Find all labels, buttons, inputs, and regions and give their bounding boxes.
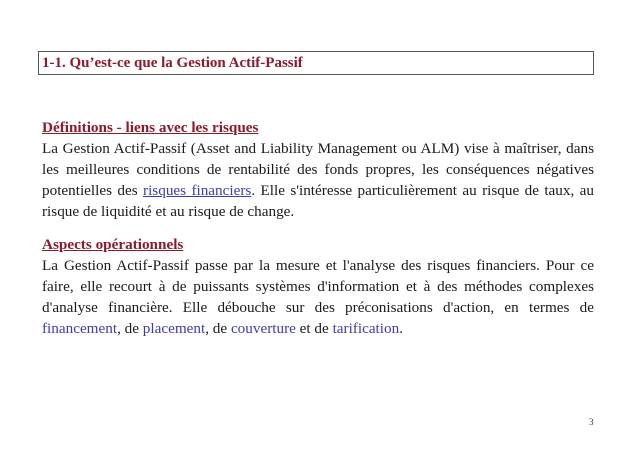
aspects-paragraph (42, 255, 594, 339)
aspects-sep-1: , de (117, 320, 143, 337)
page-number: 3 (589, 417, 594, 427)
section-definitions (42, 117, 594, 222)
aspects-text: La Gestion Actif-Passif passe par la mesure et l'analyse des risques financiers. Pour ce faire, elle recourt à de puissants systèmes d'information et à des méthodes complexes d'analyse financière. Elle débouche sur des préconisations d'action, en termes de (42, 257, 594, 316)
term-placement: placement (142, 320, 206, 337)
slide-title-box (38, 51, 594, 75)
aspects-sep-3: et de (295, 320, 333, 337)
slide-title: 1-1. Qu’est-ce que la Gestion Actif-Passif (42, 55, 303, 71)
aspects-end: . (399, 320, 403, 337)
section-aspects (42, 234, 594, 339)
definitions-text-before: La Gestion Actif-Passif (Asset and Liability Management ou ALM) vise à maîtriser, dans les meilleures conditions de rentabilité des fonds propres, les conséquences négatives potentielles des (42, 140, 594, 199)
aspects-sep-2: , de (205, 320, 231, 337)
term-tarification: tarification (332, 320, 400, 337)
risques-financiers-link[interactable]: risques financiers (143, 182, 252, 199)
definitions-paragraph (42, 138, 594, 222)
section-heading-definitions: Définitions - liens avec les risques (42, 119, 259, 136)
definitions-text-after: . Elle s'intéresse particulièrement au risque de taux, au risque de liquidité et au risque de change. (42, 182, 594, 220)
term-financement: financement (42, 320, 118, 337)
section-heading-aspects: Aspects opérationnels (42, 236, 184, 253)
term-couverture: couverture (230, 320, 296, 337)
